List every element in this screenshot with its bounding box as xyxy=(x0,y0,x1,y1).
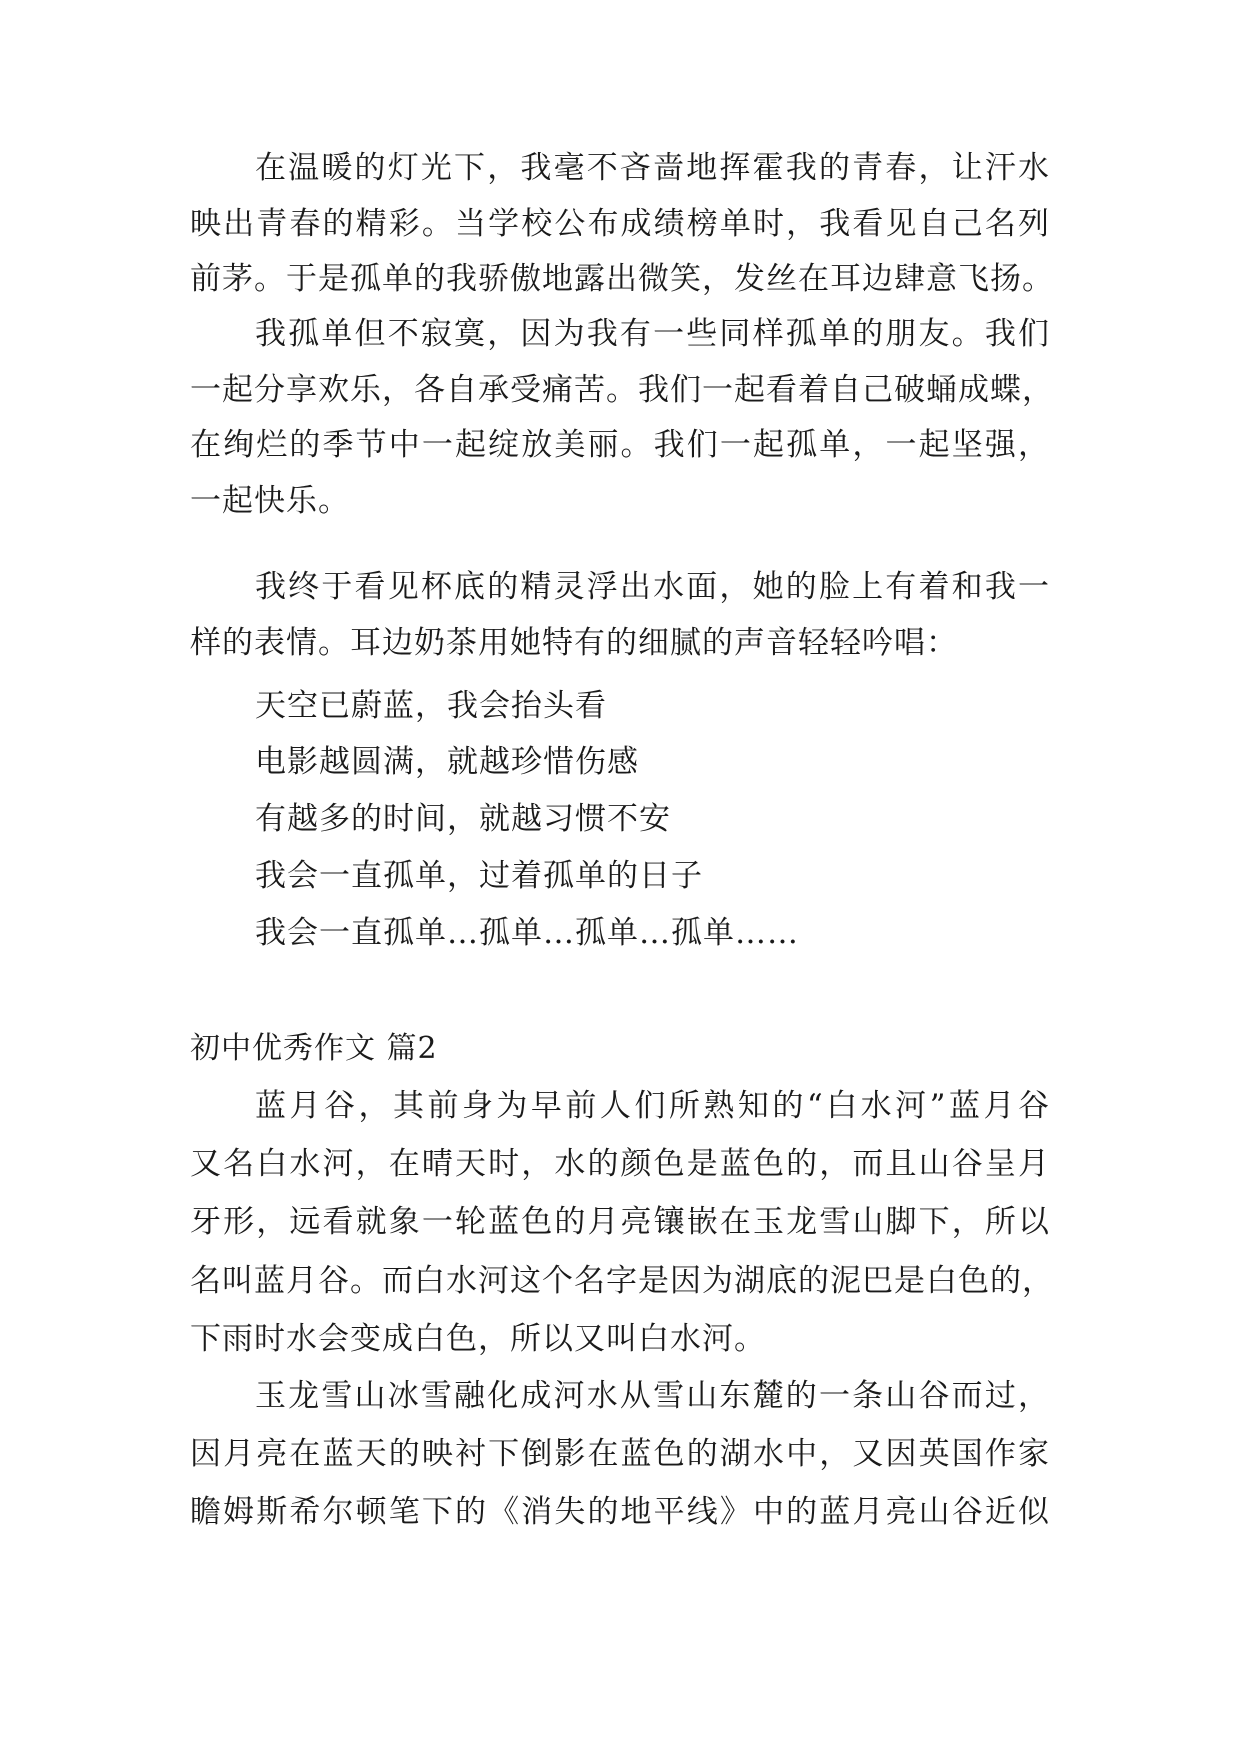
lyric-line: 电影越圆满，就越珍惜伤感 xyxy=(255,744,639,780)
paragraph-line: 玉龙雪山冰雪融化成河水从雪山东麓的一条山谷而过， xyxy=(255,1378,1050,1414)
section-heading: 初中优秀作文 篇2 xyxy=(190,1031,438,1066)
lyric-line: 有越多的时间，就越习惯不安 xyxy=(255,801,671,837)
lyric-line: 天空已蔚蓝，我会抬头看 xyxy=(255,688,607,724)
paragraph-line: 在温暖的灯光下，我毫不吝啬地挥霍我的青春，让汗水 xyxy=(255,150,1050,186)
paragraph-line: 我孤单但不寂寞，因为我有一些同样孤单的朋友。我们 xyxy=(255,316,1050,352)
paragraph-line: 牙形，远看就象一轮蓝色的月亮镶嵌在玉龙雪山脚下，所以 xyxy=(190,1204,1050,1240)
paragraph-line: 映出青春的精彩。当学校公布成绩榜单时，我看见自己名列 xyxy=(190,206,1050,242)
paragraph-line: 下雨时水会变成白色，所以又叫白水河。 xyxy=(190,1321,766,1357)
paragraph-line: 又名白水河，在晴天时，水的颜色是蓝色的，而且山谷呈月 xyxy=(190,1146,1050,1182)
paragraph-line: 一起分享欢乐，各自承受痛苦。我们一起看着自己破蛹成蝶， xyxy=(190,372,1054,408)
paragraph-line: 在绚烂的季节中一起绽放美丽。我们一起孤单，一起坚强， xyxy=(190,427,1050,463)
lyric-line: 我会一直孤单，过着孤单的日子 xyxy=(255,858,703,894)
paragraph-line: 因月亮在蓝天的映衬下倒影在蓝色的湖水中，又因英国作家 xyxy=(190,1436,1050,1472)
paragraph-line: 名叫蓝月谷。而白水河这个名字是因为湖底的泥巴是白色的， xyxy=(190,1263,1054,1299)
paragraph-line: 样的表情。耳边奶茶用她特有的细腻的声音轻轻吟唱： xyxy=(190,625,958,661)
paragraph-line: 前茅。于是孤单的我骄傲地露出微笑，发丝在耳边肆意飞扬。 xyxy=(190,261,1054,297)
paragraph-line: 我终于看见杯底的精灵浮出水面，她的脸上有着和我一 xyxy=(255,569,1050,605)
paragraph-line: 瞻姆斯希尔顿笔下的《消失的地平线》中的蓝月亮山谷近似 xyxy=(190,1494,1050,1530)
lyric-line: 我会一直孤单…孤单…孤单…孤单…… xyxy=(255,915,799,951)
paragraph-line: 一起快乐。 xyxy=(190,483,350,519)
paragraph-line: 蓝月谷，其前身为早前人们所熟知的“白水河”蓝月谷 xyxy=(255,1088,1050,1124)
